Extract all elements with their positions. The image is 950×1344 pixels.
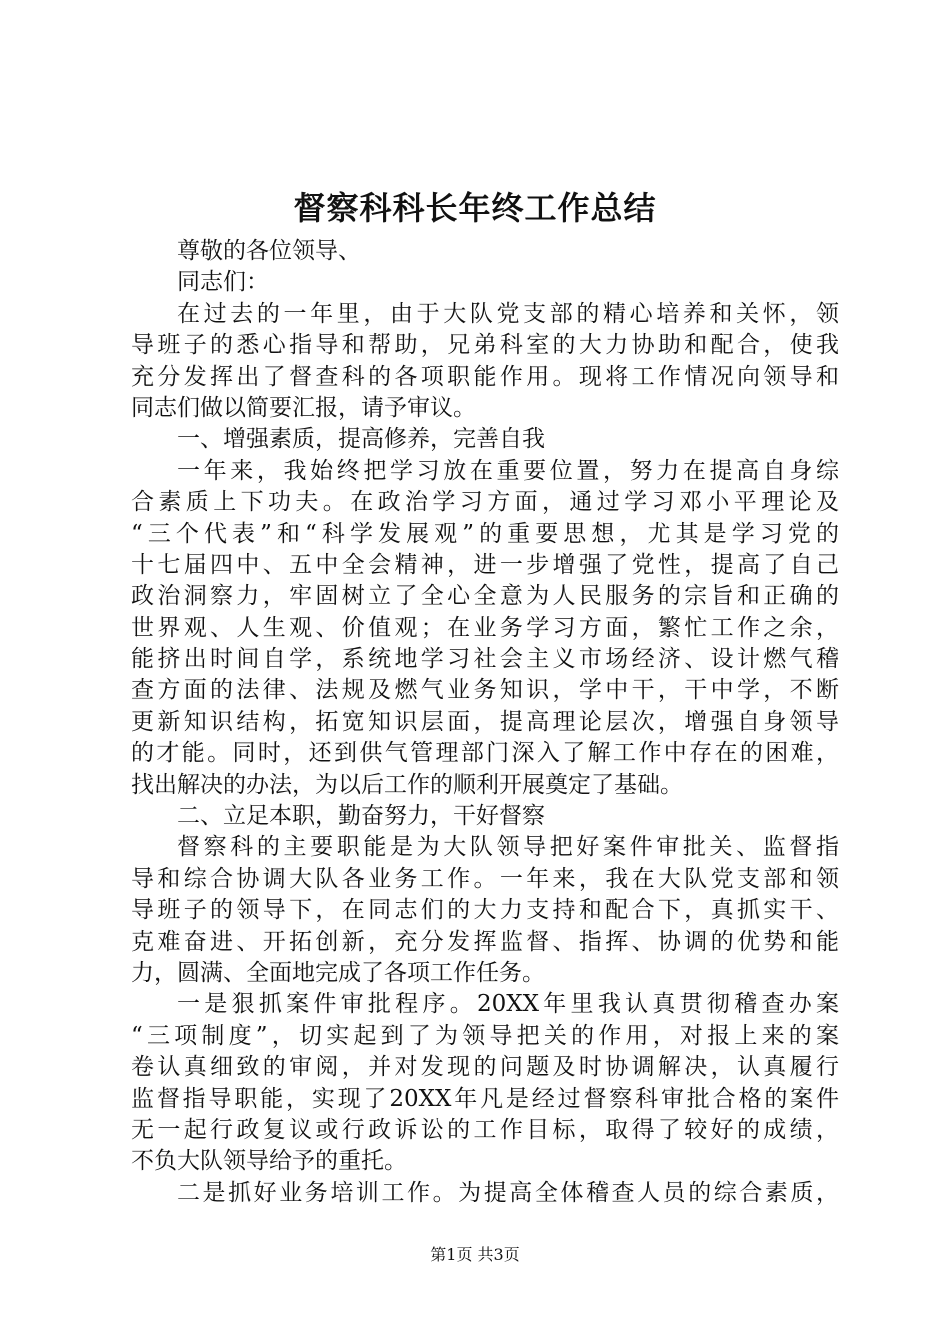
text-line: 能挤出时间自学，系统地学习社会主义市场经济、设计燃气稽	[131, 646, 839, 673]
text-line: 一是狠抓案件审批程序。20XX年里我认真贯彻稽查办案	[177, 991, 839, 1018]
text-line: 政治洞察力，牢固树立了全心全意为人民服务的宗旨和正确的	[131, 583, 839, 610]
text-line: 充分发挥出了督查科的各项职能作用。现将工作情况向领导和	[131, 363, 839, 390]
document-title: 督察科科长年终工作总结	[293, 189, 657, 227]
text-line: 卷认真细致的审阅，并对发现的问题及时协调解决，认真履行	[131, 1054, 839, 1081]
text-line: “三个代表”和“科学发展观”的重要思想，尤其是学习党的	[131, 520, 839, 547]
page-footer: 第1页 共3页	[430, 1245, 520, 1264]
text-line: 更新知识结构，拓宽知识层面，提高理论层次，增强自身领导	[131, 708, 839, 735]
text-line: 导班子的领导下，在同志们的大力支持和配合下，真抓实干、	[131, 897, 839, 924]
text-line: 一、增强素质，提高修养，完善自我	[177, 426, 545, 453]
text-line: 监督指导职能，实现了20XX年凡是经过督察科审批合格的案件	[131, 1085, 839, 1112]
text-line: 找出解决的办法，为以后工作的顺利开展奠定了基础。	[131, 771, 683, 798]
text-line: 的才能。同时，还到供气管理部门深入了解工作中存在的困难，	[131, 740, 839, 767]
text-line: “三项制度”，切实起到了为领导把关的作用，对报上来的案	[131, 1022, 839, 1049]
text-line: 二是抓好业务培训工作。为提高全体稽查人员的综合素质，	[177, 1179, 839, 1206]
text-line: 同志们：	[177, 269, 269, 296]
text-line: 导和综合协调大队各业务工作。一年来，我在大队党支部和领	[131, 865, 839, 892]
text-line: 力，圆满、全面地完成了各项工作任务。	[131, 959, 545, 986]
text-line: 二、立足本职，勤奋努力，干好督察	[177, 803, 545, 830]
text-line: 世界观、人生观、价值观；在业务学习方面，繁忙工作之余，	[131, 614, 839, 641]
text-line: 十七届四中、五中全会精神，进一步增强了党性，提高了自己	[131, 551, 839, 578]
text-line: 督察科的主要职能是为大队领导把好案件审批关、监督指	[177, 834, 839, 861]
text-line: 导班子的悉心指导和帮助，兄弟科室的大力协助和配合，使我	[131, 332, 839, 359]
text-line: 在过去的一年里，由于大队党支部的精心培养和关怀，领	[177, 300, 839, 327]
document-body	[131, 236, 839, 1209]
text-line: 无一起行政复议或行政诉讼的工作目标，取得了较好的成绩，	[131, 1116, 839, 1143]
text-line: 克难奋进、开拓创新，充分发挥监督、指挥、协调的优势和能	[131, 928, 839, 955]
text-line: 不负大队领导给予的重托。	[131, 1148, 407, 1175]
text-line: 尊敬的各位领导、	[177, 238, 361, 264]
text-line: 一年来，我始终把学习放在重要位置，努力在提高自身综	[177, 457, 839, 484]
text-line: 合素质上下功夫。在政治学习方面，通过学习邓小平理论及	[131, 489, 839, 516]
text-line: 同志们做以简要汇报，请予审议。	[131, 394, 476, 421]
text-line: 查方面的法律、法规及燃气业务知识，学中干，干中学，不断	[131, 677, 839, 704]
